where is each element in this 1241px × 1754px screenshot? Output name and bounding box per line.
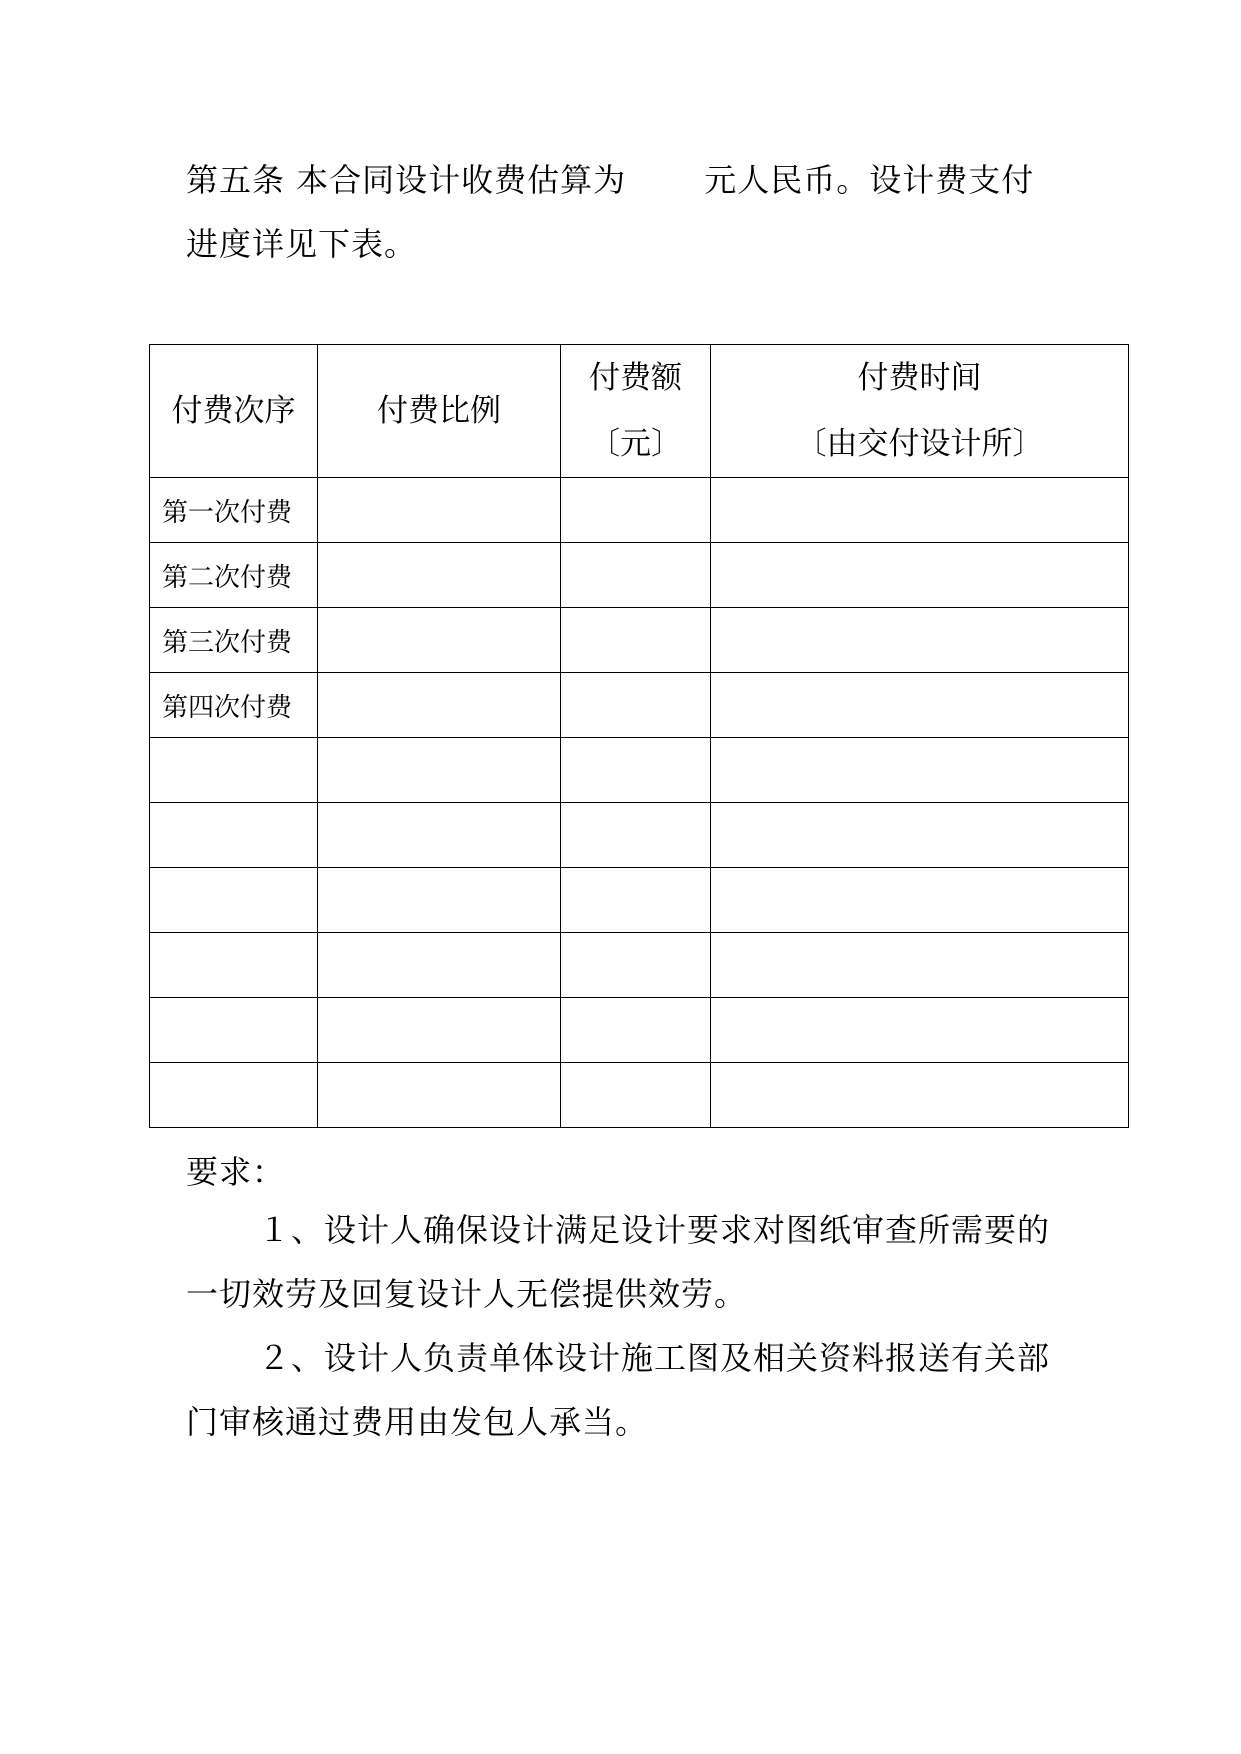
row-ratio (318, 933, 561, 998)
table-header-row (150, 345, 1129, 478)
table-row (150, 738, 1129, 803)
row-ratio (318, 478, 561, 543)
row-amount (561, 738, 711, 803)
requirement-1-line-1: １、设计人确保设计满足设计要求对图纸审查所需要的 (258, 1211, 1051, 1249)
header-seq: 付费次序 (150, 345, 318, 478)
requirement-1-line-2: 一切效劳及回复设计人无偿提供效劳。 (186, 1275, 748, 1313)
row-seq (150, 933, 318, 998)
row-seq: 第二次付费 (150, 543, 318, 608)
row-time (711, 1063, 1129, 1128)
row-time (711, 738, 1129, 803)
table-row (150, 933, 1129, 998)
article-text-a: 第五条 本合同设计收费估算为 (186, 161, 627, 199)
requirements-title: 要求： (186, 1153, 286, 1191)
header-ratio: 付费比例 (318, 345, 561, 478)
row-time (711, 543, 1129, 608)
row-amount (561, 803, 711, 868)
table-row (150, 998, 1129, 1063)
table-row (150, 868, 1129, 933)
payment-schedule-table (149, 344, 1129, 1128)
row-seq (150, 1063, 318, 1128)
row-amount (561, 543, 711, 608)
row-time (711, 608, 1129, 673)
table-row (150, 478, 1129, 543)
table-row (150, 543, 1129, 608)
row-amount (561, 868, 711, 933)
row-seq: 第一次付费 (150, 478, 318, 543)
row-amount (561, 998, 711, 1063)
row-amount (561, 478, 711, 543)
row-ratio (318, 803, 561, 868)
row-time (711, 478, 1129, 543)
row-ratio (318, 608, 561, 673)
table-row (150, 803, 1129, 868)
row-time (711, 673, 1129, 738)
header-time (711, 345, 1129, 478)
table-row (150, 673, 1129, 738)
row-time (711, 933, 1129, 998)
header-amount-line2: 〔元〕 (589, 426, 682, 462)
row-seq (150, 998, 318, 1063)
article-text-b: 元人民币。设计费支付 (704, 161, 1035, 199)
row-amount (561, 1063, 711, 1128)
header-time-line2: 〔由交付设计所〕 (795, 426, 1044, 462)
row-time (711, 868, 1129, 933)
row-time (711, 803, 1129, 868)
table-row (150, 608, 1129, 673)
header-time-line1: 付费时间 (857, 360, 982, 396)
row-seq (150, 803, 318, 868)
row-seq: 第四次付费 (150, 673, 318, 738)
row-ratio (318, 998, 561, 1063)
row-amount (561, 608, 711, 673)
row-amount (561, 933, 711, 998)
row-ratio (318, 868, 561, 933)
article-line-1 (186, 148, 1056, 212)
header-amount-line1: 付费额 (589, 360, 682, 396)
table-row (150, 1063, 1129, 1128)
header-amount (561, 345, 711, 478)
row-time (711, 998, 1129, 1063)
article-line-2: 进度详见下表。 (186, 225, 418, 263)
row-ratio (318, 738, 561, 803)
row-seq (150, 738, 318, 803)
row-amount (561, 673, 711, 738)
row-ratio (318, 1063, 561, 1128)
row-ratio (318, 673, 561, 738)
requirement-2-line-1: ２、设计人负责单体设计施工图及相关资料报送有关部 (258, 1339, 1051, 1377)
requirement-2-line-2: 门审核通过费用由发包人承当。 (186, 1403, 649, 1441)
row-seq: 第三次付费 (150, 608, 318, 673)
row-seq (150, 868, 318, 933)
row-ratio (318, 543, 561, 608)
